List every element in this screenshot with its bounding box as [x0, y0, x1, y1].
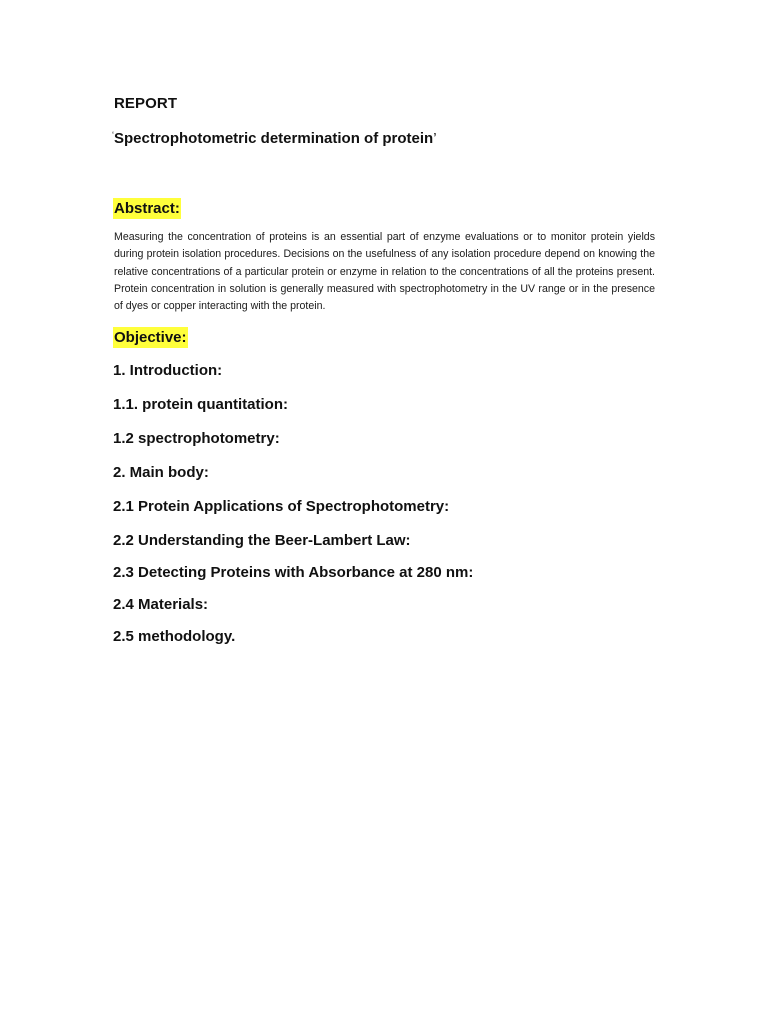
section-heading-absorbance-280: 2.3 Detecting Proteins with Absorbance at 280 nm: [113, 564, 474, 581]
title-open-quote: ‘ [112, 130, 114, 140]
objective-heading: Objective: [114, 329, 187, 346]
title-close-quote: ’ [433, 130, 437, 147]
title-text: Spectrophotometric determination of protein [114, 130, 434, 147]
section-heading-introduction: 1. Introduction: [113, 362, 223, 379]
abstract-paragraph: Measuring the concentration of proteins is an essential part of enzyme evaluations or to monitor protein yields during protein isolation procedures. Decisions on the usefulness of any isolation procedure depend on knowing the relative concentrations of a particular protein or enzyme in relation to the concentrations of all the proteins present. Protein concentration in solution is generally measured with spectrophotometry in the UV range or in the presence of dyes or copper interacting with the protein. [114, 231, 655, 313]
section-heading-spectrophotometry: 1.2 spectrophotometry: [113, 430, 280, 447]
section-heading-protein-applications: 2.1 Protein Applications of Spectrophotometry: [113, 498, 450, 515]
section-outline [113, 361, 473, 661]
document-title [112, 130, 437, 147]
section-heading-materials: 2.4 Materials: [113, 596, 209, 613]
report-label: REPORT [114, 95, 178, 112]
section-heading-beer-lambert: 2.2 Understanding the Beer-Lambert Law: [113, 532, 411, 549]
abstract-heading: Abstract: [114, 200, 180, 217]
section-heading-main-body: 2. Main body: [113, 464, 209, 481]
section-heading-protein-quantitation: 1.1. protein quantitation: [113, 396, 288, 413]
section-heading-methodology: 2.5 methodology. [113, 628, 236, 645]
